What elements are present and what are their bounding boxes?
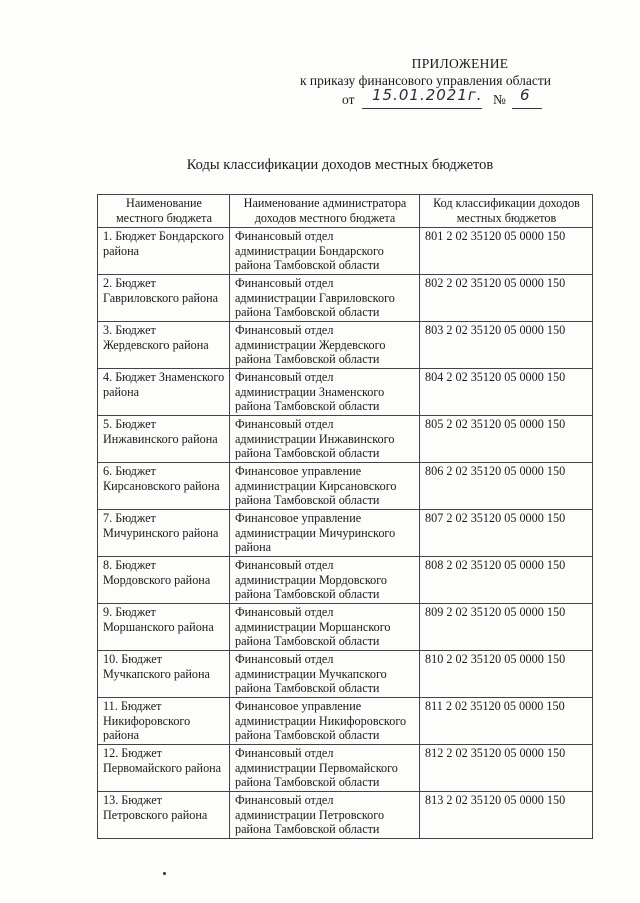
table-row [98, 745, 593, 792]
classification-code-cell: 812 2 02 35120 05 0000 150 [420, 745, 593, 792]
budget-name-cell: 6. Бюджет Кирсановского района [98, 463, 230, 510]
administrator-cell: Финансовый отдел администрации Мордовского района Тамбовской области [230, 557, 420, 604]
administrator-cell: Финансовый отдел администрации Гавриловского района Тамбовской области [230, 275, 420, 322]
classification-code-cell: 813 2 02 35120 05 0000 150 [420, 792, 593, 839]
budget-name-cell: 13. Бюджет Петровского района [98, 792, 230, 839]
classification-code-cell: 804 2 02 35120 05 0000 150 [420, 369, 593, 416]
table-row [98, 369, 593, 416]
appendix-header [300, 55, 590, 111]
table-row [98, 651, 593, 698]
administrator-cell: Финансовое управление администрации Никифоровского района Тамбовской области [230, 698, 420, 745]
classification-code-cell: 806 2 02 35120 05 0000 150 [420, 463, 593, 510]
budget-name-cell: 4. Бюджет Знаменского района [98, 369, 230, 416]
date-label: от [342, 92, 355, 107]
administrator-cell: Финансовый отдел администрации Жердевского района Тамбовской области [230, 322, 420, 369]
classification-code-cell: 802 2 02 35120 05 0000 150 [420, 275, 593, 322]
budget-name-cell: 2. Бюджет Гавриловского района [98, 275, 230, 322]
table-row [98, 228, 593, 275]
table-row [98, 275, 593, 322]
administrator-cell: Финансовый отдел администрации Мучкапского района Тамбовской области [230, 651, 420, 698]
handwritten-date: 15.01.2021г. [372, 86, 483, 104]
administrator-cell: Финансовое управление администрации Кирсановского района Тамбовской области [230, 463, 420, 510]
table-row [98, 792, 593, 839]
administrator-cell: Финансовый отдел администрации Бондарского района Тамбовской области [230, 228, 420, 275]
budget-name-cell: 12. Бюджет Первомайского района [98, 745, 230, 792]
table-row [98, 698, 593, 745]
classification-code-cell: 801 2 02 35120 05 0000 150 [420, 228, 593, 275]
administrator-cell: Финансовый отдел администрации Инжавинского района Тамбовской области [230, 416, 420, 463]
table-row [98, 510, 593, 557]
budget-name-cell: 10. Бюджет Мучкапского района [98, 651, 230, 698]
budget-name-cell: 9. Бюджет Моршанского района [98, 604, 230, 651]
order-date-line [300, 86, 590, 111]
classification-code-cell: 810 2 02 35120 05 0000 150 [420, 651, 593, 698]
classification-code-cell: 803 2 02 35120 05 0000 150 [420, 322, 593, 369]
administrator-cell: Финансовый отдел администрации Знаменского района Тамбовской области [230, 369, 420, 416]
budget-name-cell: 5. Бюджет Инжавинского района [98, 416, 230, 463]
column-header-code: Код классификации доходов местных бюджетов [420, 195, 593, 228]
administrator-cell: Финансовый отдел администрации Петровского района Тамбовской области [230, 792, 420, 839]
column-header-budget: Наименование местного бюджета [98, 195, 230, 228]
number-label: № [493, 92, 506, 107]
administrator-cell: Финансовый отдел администрации Моршанского района Тамбовской области [230, 604, 420, 651]
classification-code-cell: 807 2 02 35120 05 0000 150 [420, 510, 593, 557]
appendix-subtitle: к приказу финансового управления области [300, 73, 551, 88]
table-row [98, 322, 593, 369]
budget-name-cell: 7. Бюджет Мичуринского района [98, 510, 230, 557]
appendix-title: ПРИЛОЖЕНИЕ [411, 56, 509, 71]
handwritten-number: 6 [520, 86, 530, 104]
table-row [98, 604, 593, 651]
classification-code-cell: 808 2 02 35120 05 0000 150 [420, 557, 593, 604]
budget-name-cell: 8. Бюджет Мордовского района [98, 557, 230, 604]
scan-speck [163, 872, 166, 875]
column-header-administrator: Наименование администратора доходов местного бюджета [230, 195, 420, 228]
table-header-row [98, 195, 593, 228]
administrator-cell: Финансовый отдел администрации Первомайского района Тамбовской области [230, 745, 420, 792]
budget-name-cell: 11. Бюджет Никифоровского района [98, 698, 230, 745]
table-row [98, 463, 593, 510]
budget-name-cell: 3. Бюджет Жердевского района [98, 322, 230, 369]
table-row [98, 416, 593, 463]
classification-code-cell: 805 2 02 35120 05 0000 150 [420, 416, 593, 463]
administrator-cell: Финансовое управление администрации Мичуринского района [230, 510, 420, 557]
classification-code-cell: 809 2 02 35120 05 0000 150 [420, 604, 593, 651]
table-row [98, 557, 593, 604]
budget-name-cell: 1. Бюджет Бондарского района [98, 228, 230, 275]
classification-code-cell: 811 2 02 35120 05 0000 150 [420, 698, 593, 745]
document-title: Коды классификации доходов местных бюджетов [186, 157, 494, 173]
classification-table [97, 194, 593, 839]
